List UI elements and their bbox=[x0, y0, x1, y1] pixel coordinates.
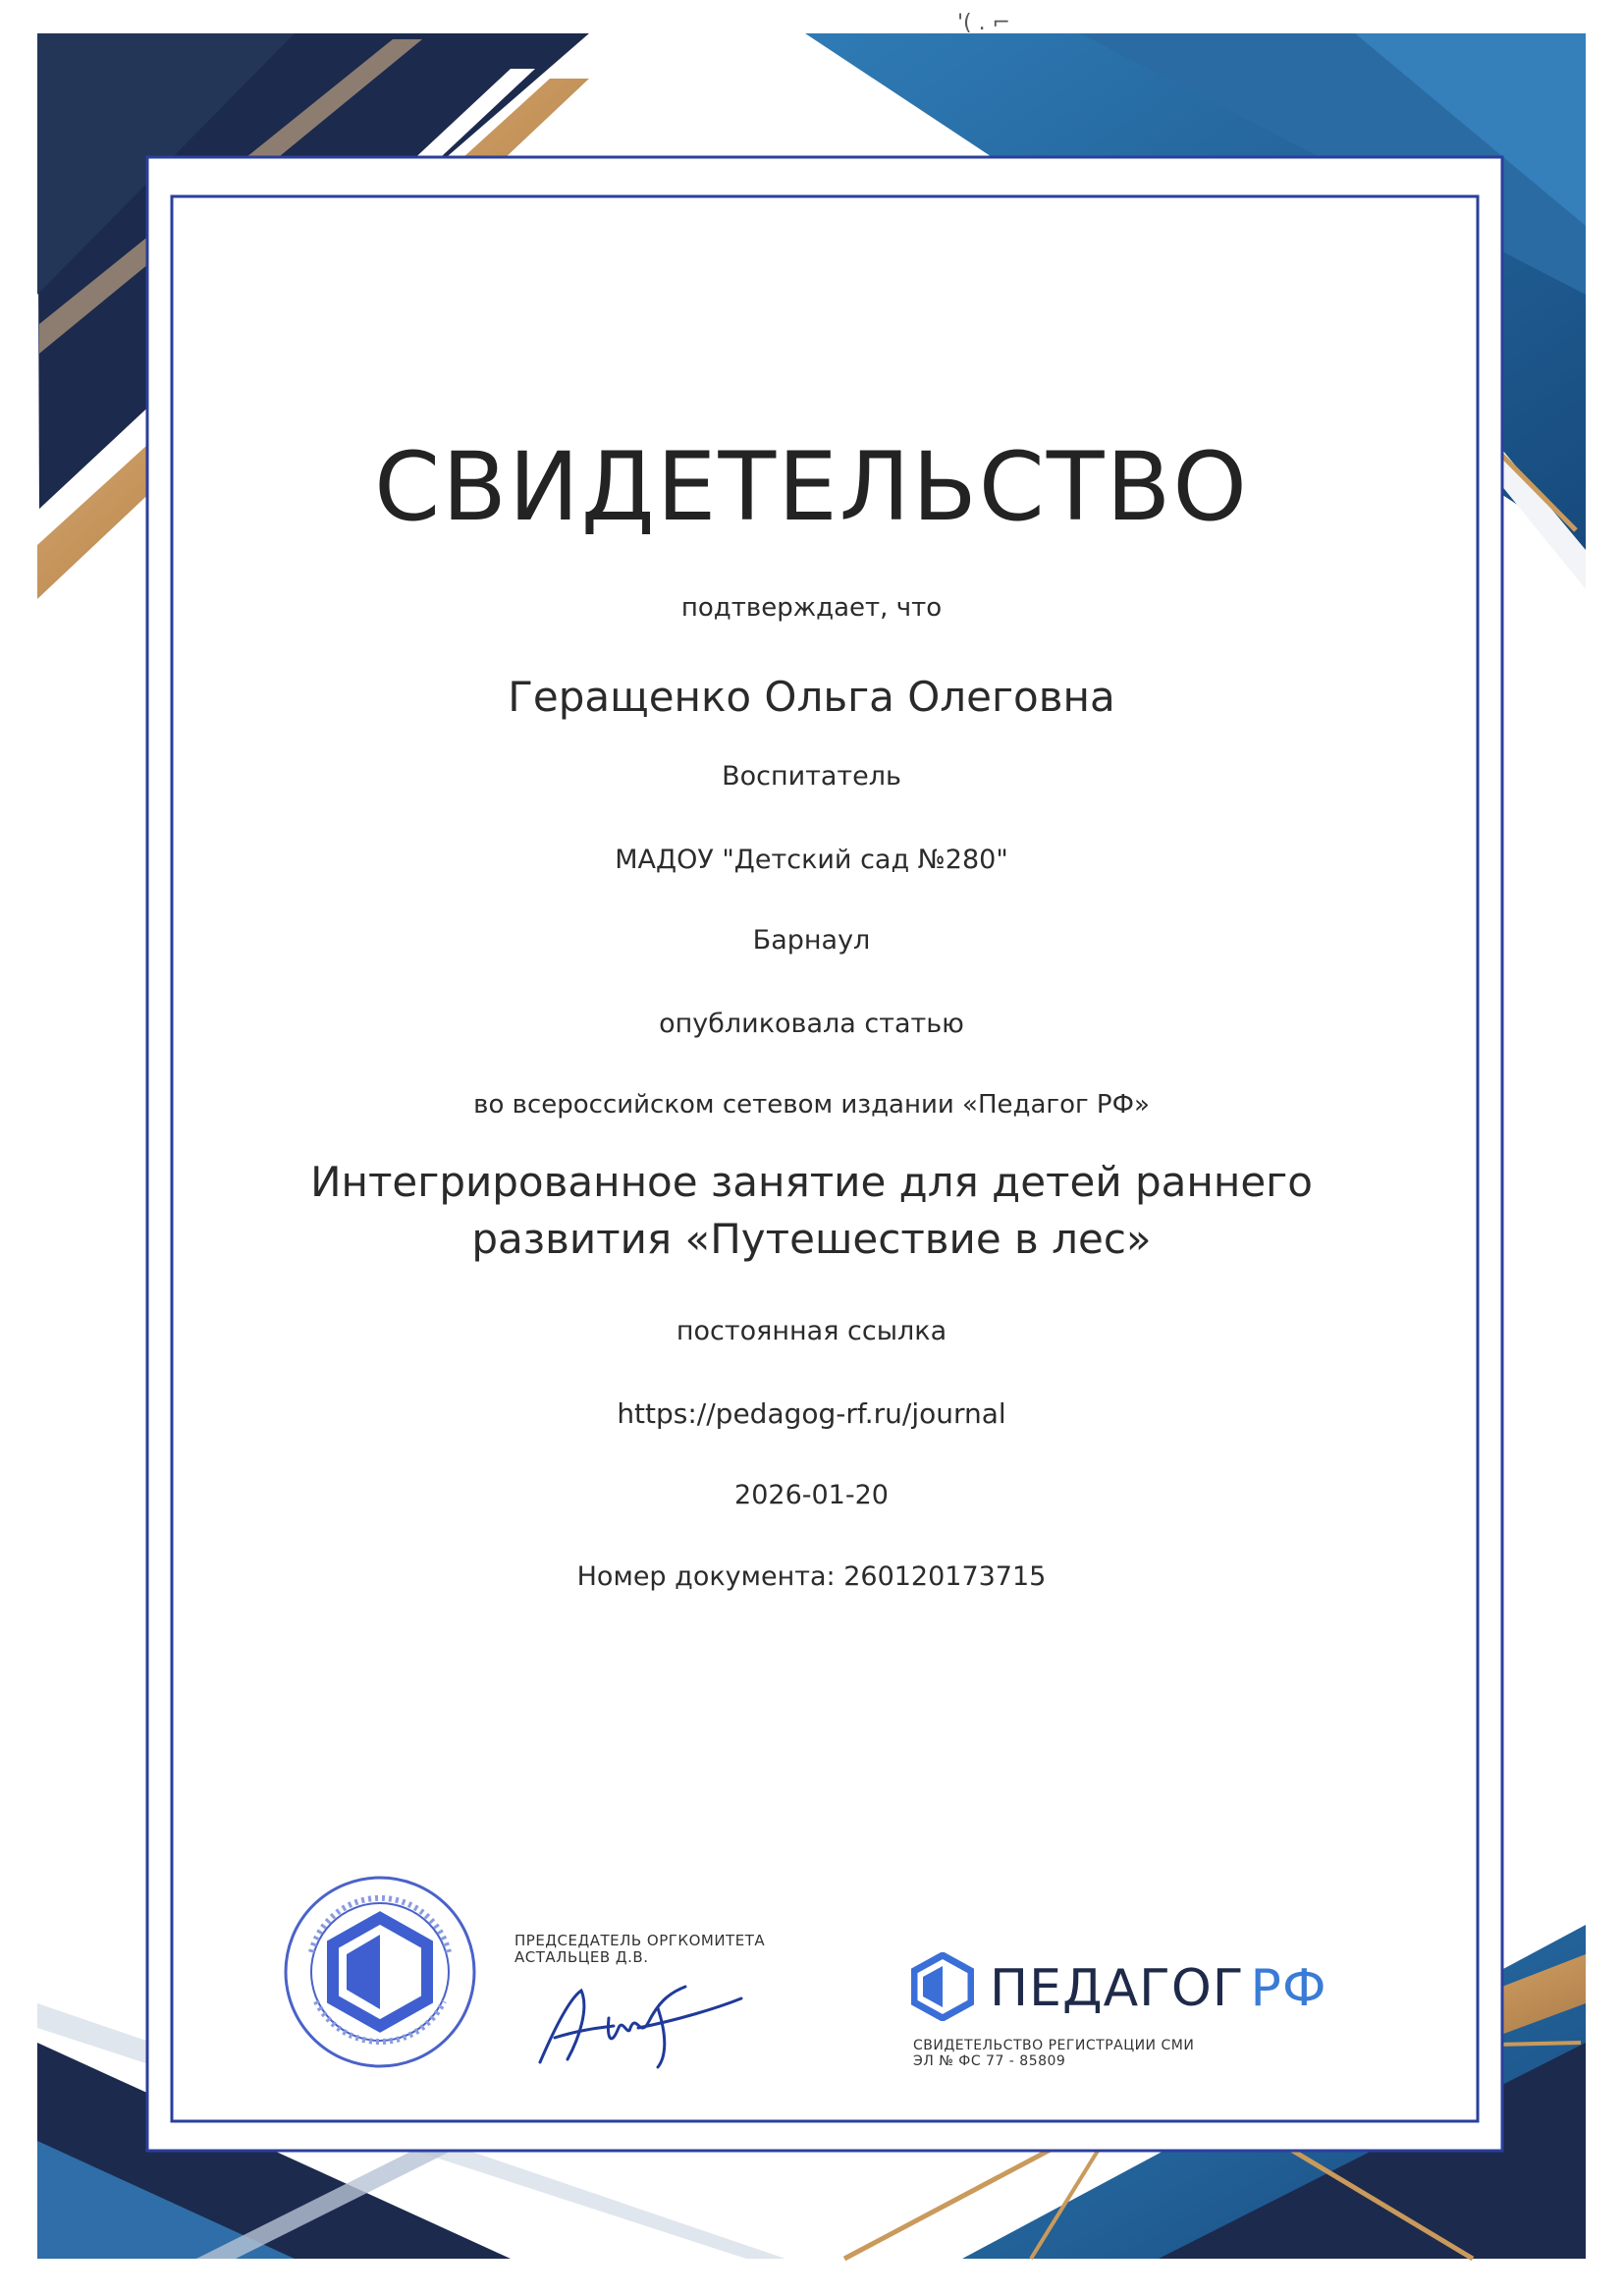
permanent-link-url: https://pedagog-rf.ru/journal bbox=[617, 1397, 1006, 1430]
chairman-name: АСТАЛЬЦЕВ Д.В. bbox=[514, 1948, 649, 1966]
logo-accent: РФ bbox=[1250, 1959, 1327, 2018]
confirms-text: подтверждает, что bbox=[680, 593, 943, 623]
publication-date: 2026-01-20 bbox=[734, 1480, 889, 1510]
registration-title: СВИДЕТЕЛЬСТВО РЕГИСТРАЦИИ СМИ bbox=[913, 2038, 1195, 2053]
recipient-name: Геращенко Ольга Олеговна bbox=[508, 673, 1115, 721]
article-title-line-1: Интегрированное занятие для детей раннего bbox=[310, 1158, 1313, 1206]
signature-icon bbox=[520, 1969, 746, 2077]
permanent-link-label: постоянная ссылка bbox=[676, 1316, 947, 1346]
chairman-title: ПРЕДСЕДАТЕЛЬ ОРГКОМИТЕТА bbox=[514, 1932, 766, 1949]
round-seal-icon bbox=[282, 1874, 478, 2070]
logo-main: ПЕДАГОГ bbox=[990, 1959, 1245, 2018]
edition-name: во всероссийском сетевом издании «Педагог РФ» bbox=[473, 1090, 1150, 1120]
publication-action: опубликовала статью bbox=[659, 1009, 964, 1039]
registration-block bbox=[913, 2038, 1194, 2069]
certificate-title: СВИДЕТЕЛЬСТВО bbox=[374, 432, 1249, 542]
recipient-position: Воспитатель bbox=[722, 761, 901, 792]
article-title bbox=[0, 1154, 1623, 1268]
document-number: Номер документа: 260120173715 bbox=[576, 1561, 1047, 1592]
svg-text:'( . ⌐: '( . ⌐ bbox=[957, 11, 1011, 35]
recipient-organization: МАДОУ "Детский сад №280" bbox=[615, 845, 1008, 875]
chairman-block bbox=[514, 1933, 765, 1966]
article-title-line-2: развития «Путешествие в лес» bbox=[471, 1215, 1152, 1263]
pedagog-logo-icon bbox=[911, 1952, 974, 2021]
recipient-city: Барнаул bbox=[752, 925, 871, 956]
pedagog-logo-text bbox=[990, 1959, 1327, 2018]
registration-number: ЭЛ № ФС 77 - 85809 bbox=[913, 2053, 1066, 2069]
